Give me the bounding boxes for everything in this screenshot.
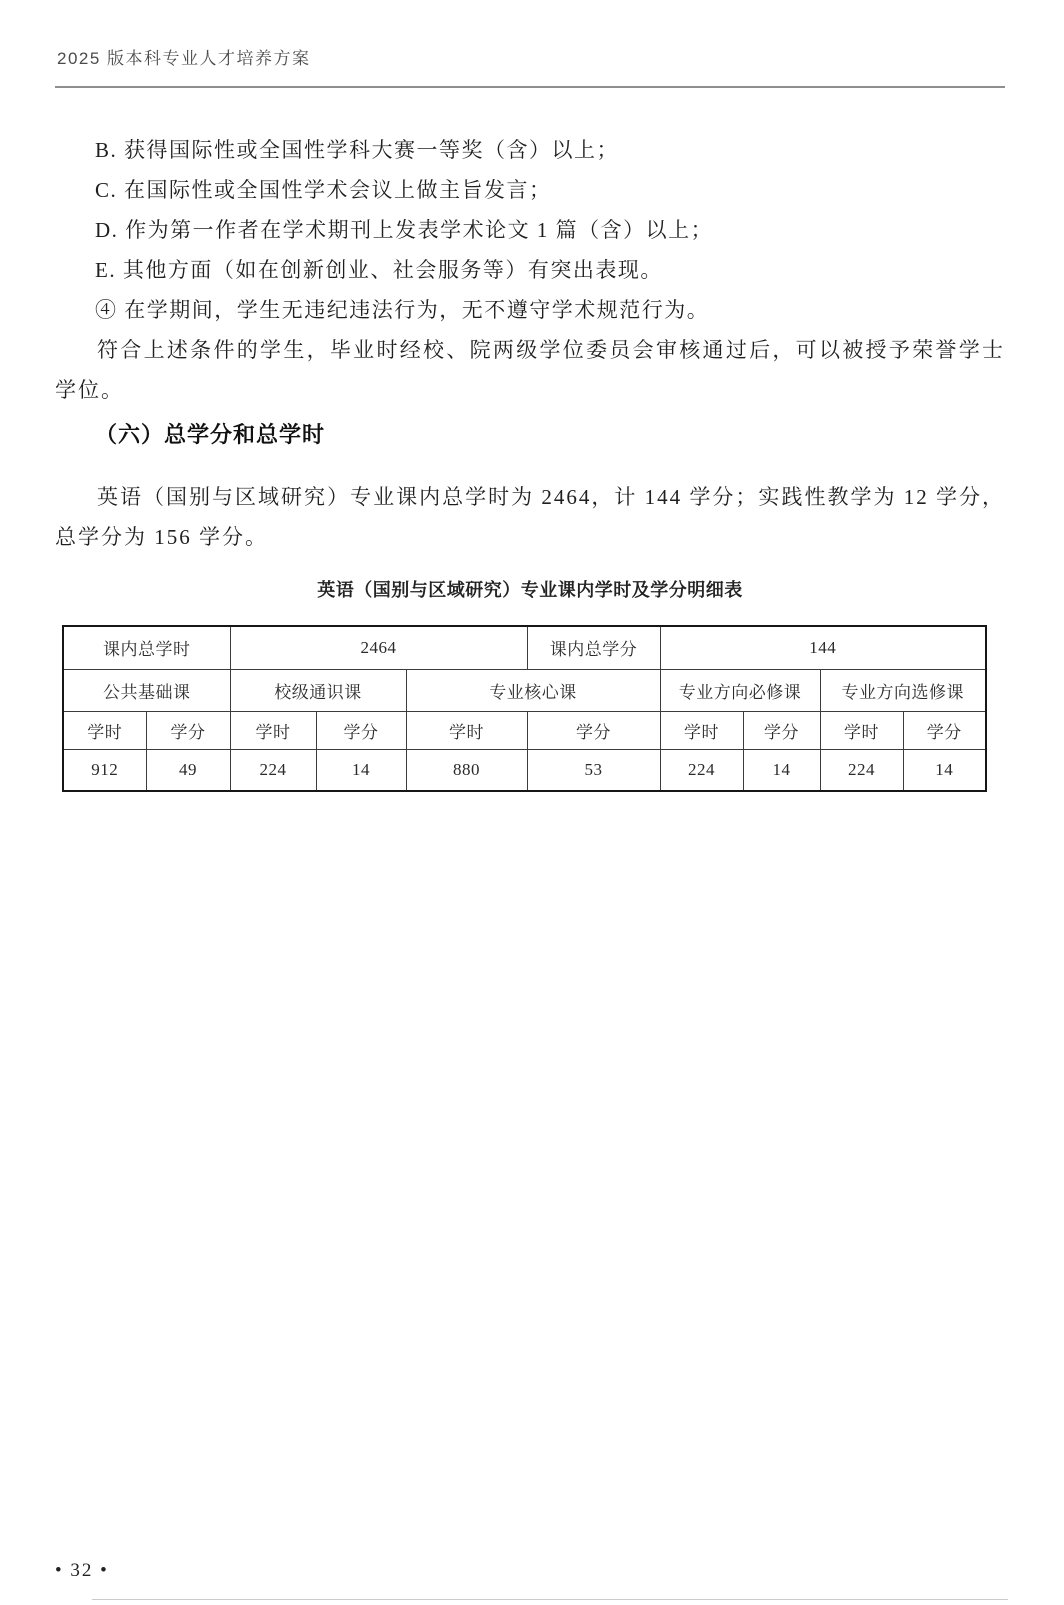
section-heading-six: （六）总学分和总学时 bbox=[95, 422, 326, 447]
cell-value-credits: 14 bbox=[743, 749, 820, 791]
paragraph-honor-degree: 符合上述条件的学生，毕业时经校、院两级学位委员会审核通过后，可以被授予荣誉学士学位。 bbox=[55, 338, 1005, 402]
cell-subheader-hours: 学时 bbox=[406, 711, 527, 749]
cell-subheader-hours: 学时 bbox=[63, 711, 146, 749]
cell-subheader-hours: 学时 bbox=[820, 711, 903, 749]
running-header-title: 2025 版本科专业人才培养方案 bbox=[57, 49, 311, 68]
table-row-subheaders bbox=[63, 711, 986, 749]
page-content bbox=[55, 130, 1005, 792]
cell-subheader-hours: 学时 bbox=[660, 711, 743, 749]
cell-subheader-credits: 学分 bbox=[903, 711, 986, 749]
cell-subheader-credits: 学分 bbox=[527, 711, 660, 749]
criteria-item-e: E. 其他方面（如在创新创业、社会服务等）有突出表现。 bbox=[95, 258, 663, 282]
cell-category-public-basic: 公共基础课 bbox=[63, 669, 230, 711]
criteria-item-4: ④ 在学期间，学生无违纪违法行为，无不遵守学术规范行为。 bbox=[95, 298, 710, 322]
cell-value-hours: 224 bbox=[230, 749, 316, 791]
cell-category-general-education: 校级通识课 bbox=[230, 669, 406, 711]
cell-value-hours: 880 bbox=[406, 749, 527, 791]
cell-value-credits: 14 bbox=[903, 749, 986, 791]
cell-value-hours: 224 bbox=[660, 749, 743, 791]
cell-category-direction-elective: 专业方向选修课 bbox=[820, 669, 986, 711]
criteria-item-c: C. 在国际性或全国性学术会议上做主旨发言； bbox=[95, 178, 552, 202]
header-divider bbox=[55, 86, 1005, 88]
cell-total-credits-value: 144 bbox=[660, 626, 986, 669]
cell-value-hours: 912 bbox=[63, 749, 146, 791]
table-row-categories bbox=[63, 669, 986, 711]
page-number: • 32 • bbox=[55, 1560, 109, 1581]
cell-value-credits: 49 bbox=[146, 749, 230, 791]
cell-total-hours-label: 课内总学时 bbox=[63, 626, 230, 669]
cell-subheader-credits: 学分 bbox=[146, 711, 230, 749]
cell-subheader-credits: 学分 bbox=[743, 711, 820, 749]
cell-subheader-credits: 学分 bbox=[316, 711, 406, 749]
table-row-summary bbox=[63, 626, 986, 669]
table-row-values bbox=[63, 749, 986, 791]
table-title: 英语（国别与区域研究）专业课内学时及学分明细表 bbox=[317, 580, 743, 600]
cell-category-direction-required: 专业方向必修课 bbox=[660, 669, 820, 711]
credit-hours-table bbox=[62, 625, 987, 792]
cell-value-credits: 53 bbox=[527, 749, 660, 791]
criteria-item-d: D. 作为第一作者在学术期刊上发表学术论文 1 篇（含）以上； bbox=[95, 218, 714, 242]
cell-value-credits: 14 bbox=[316, 749, 406, 791]
cell-total-credits-label: 课内总学分 bbox=[527, 626, 660, 669]
criteria-item-b: B. 获得国际性或全国性学科大赛一等奖（含）以上； bbox=[95, 138, 620, 162]
cell-subheader-hours: 学时 bbox=[230, 711, 316, 749]
cell-value-hours: 224 bbox=[820, 749, 903, 791]
cell-total-hours-value: 2464 bbox=[230, 626, 527, 669]
footer-divider bbox=[92, 1599, 1008, 1600]
cell-category-core: 专业核心课 bbox=[406, 669, 660, 711]
paragraph-total-credits: 英语（国别与区域研究）专业课内总学时为 2464，计 144 学分；实践性教学为 12 学分，总学分为 156 学分。 bbox=[55, 485, 1005, 549]
